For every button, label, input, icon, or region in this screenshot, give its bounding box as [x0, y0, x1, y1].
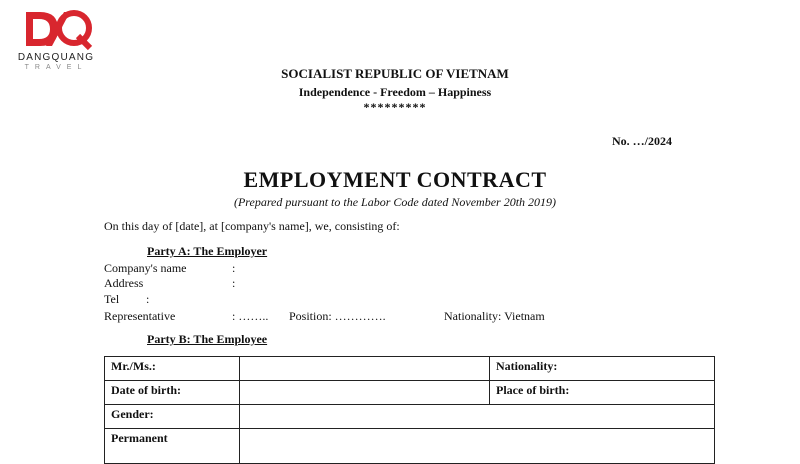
representative-value: : ……..	[232, 309, 269, 323]
table-row	[105, 381, 715, 405]
table-label-cell: Gender:	[105, 405, 240, 429]
intro-text: On this day of [date], at [company's name], we, consisting of:	[104, 219, 400, 233]
company-colon: :	[232, 261, 236, 275]
country-heading: SOCIALIST REPUBLIC OF VIETNAM	[281, 66, 509, 81]
representative-label: Representative	[104, 309, 176, 323]
logo-tagline: TRAVEL	[24, 64, 88, 71]
table-value-cell	[240, 429, 715, 464]
table-label-cell: Permanent	[105, 429, 240, 464]
motto-heading: Independence - Freedom – Happiness	[298, 85, 492, 99]
table-label-cell: Mr./Ms.:	[105, 357, 240, 381]
nationality-field: Nationality: Vietnam	[444, 309, 545, 323]
table-row	[105, 357, 715, 381]
document-subtitle: (Prepared pursuant to the Labor Code dated November 20th 2019)	[233, 195, 557, 209]
table-label-cell: Date of birth:	[105, 381, 240, 405]
table-value-cell	[240, 405, 715, 429]
table-value-cell	[240, 381, 490, 405]
party-b-heading: Party B: The Employee	[147, 332, 268, 346]
employee-table	[104, 356, 715, 464]
tel-colon: :	[146, 292, 150, 306]
document-title: EMPLOYMENT CONTRACT	[243, 167, 547, 192]
stars-divider: *********	[363, 100, 427, 114]
logo-brand: DANGQUANG	[17, 52, 95, 63]
table-right-cell: Nationality:	[490, 357, 715, 381]
contract-number: No. …/2024	[612, 134, 672, 148]
table-row	[105, 405, 715, 429]
table-row	[105, 429, 715, 464]
position-field: Position: ………….	[289, 309, 386, 323]
party-a-heading: Party A: The Employer	[147, 244, 268, 258]
address-label: Address	[104, 276, 144, 290]
table-right-cell: Place of birth:	[490, 381, 715, 405]
company-label: Company's name	[104, 261, 187, 275]
table-value-cell	[240, 357, 490, 381]
tel-label: Tel	[104, 292, 120, 306]
address-colon: :	[232, 276, 236, 290]
